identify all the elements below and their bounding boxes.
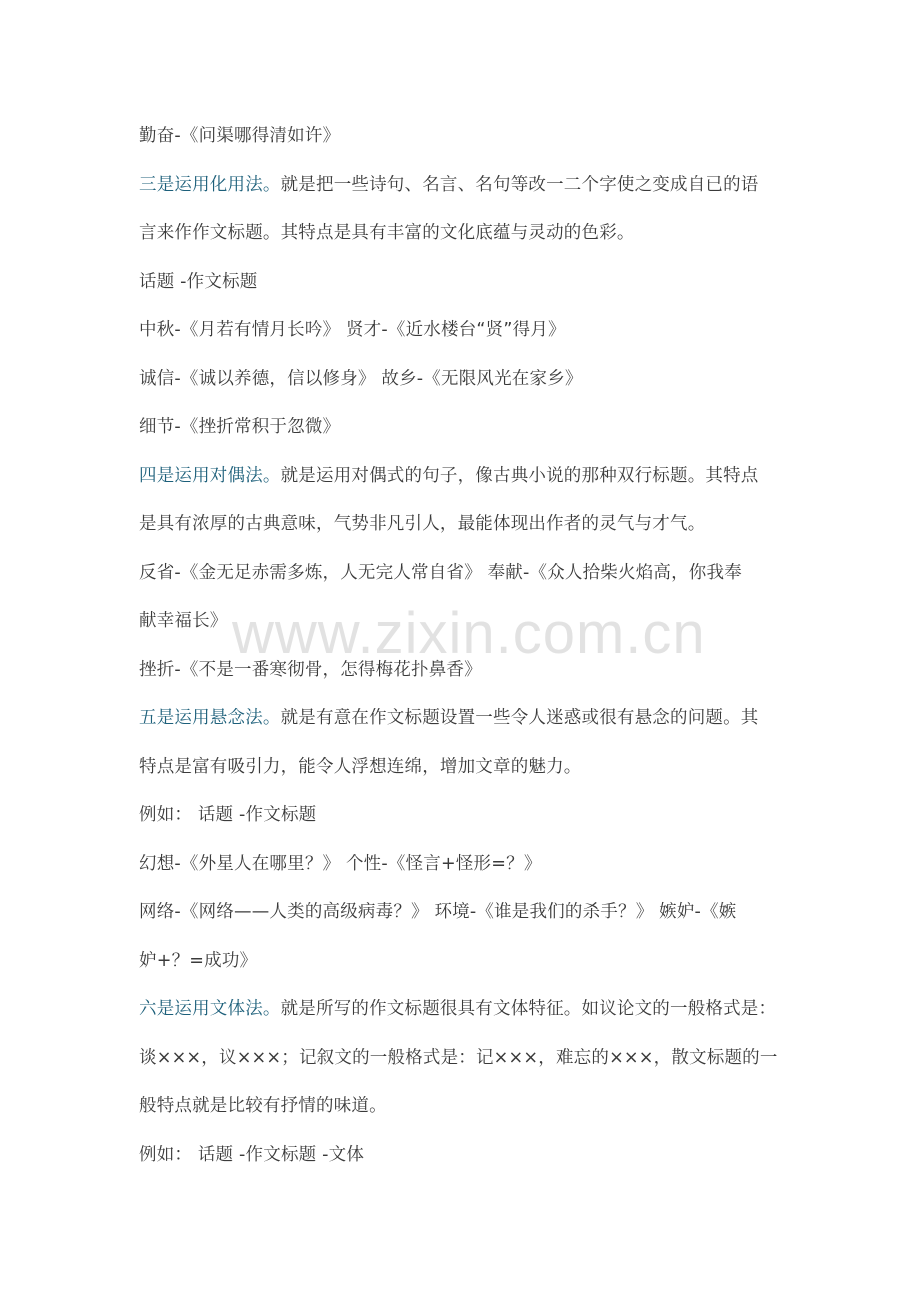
text-line xyxy=(139,161,789,210)
text-line xyxy=(139,258,789,307)
text-line xyxy=(139,743,789,792)
line-text: 就是所写的作文标题很具有文体特征。如议论文的一般格式是： xyxy=(280,999,777,1019)
text-line xyxy=(139,694,789,743)
line-text: 献幸福长》 xyxy=(139,611,228,631)
section-heading: 五是运用悬念法。 xyxy=(139,708,281,728)
line-text: 网络-《网络——人类的高级病毒？》 环境-《谁是我们的杀手？》 嫉妒-《嫉 xyxy=(139,902,737,922)
text-line xyxy=(139,888,789,937)
text-line xyxy=(139,597,789,646)
text-line xyxy=(139,1082,789,1131)
line-text: 例如： 话题 -作文标题 -文体 xyxy=(139,1144,365,1165)
section-heading: 六是运用文体法。 xyxy=(139,999,281,1019)
section-heading: 三是运用化用法。 xyxy=(139,174,281,195)
text-line xyxy=(139,646,789,695)
text-line xyxy=(139,791,789,840)
text-line xyxy=(139,985,789,1034)
line-text: 反省-《金无足赤需多炼，人无完人常自省》 奉献-《众人拾柴火焰高，你我奉 xyxy=(139,562,742,583)
text-line xyxy=(139,1131,789,1180)
text-line xyxy=(139,1034,789,1083)
line-text: 例如： 话题 -作文标题 xyxy=(139,805,317,825)
line-text: 就是有意在作文标题设置一些令人迷惑或很有悬念的问题。其 xyxy=(280,708,759,728)
text-line xyxy=(139,549,789,598)
section-heading: 四是运用对偶法。 xyxy=(139,465,281,486)
text-line xyxy=(139,403,789,452)
line-text: 就是运用对偶式的句子，像古典小说的那种双行标题。其特点 xyxy=(280,465,759,486)
line-text: 是具有浓厚的古典意味，气势非凡引人，最能体现出作者的灵气与才气。 xyxy=(139,514,706,534)
line-text: 中秋-《月若有情月长吟》 贤才-《近水楼台“贤”得月》 xyxy=(139,320,566,340)
line-text: 勤奋-《问渠哪得清如许》 xyxy=(139,126,341,146)
text-line xyxy=(139,452,789,501)
line-text: 幻想-《外星人在哪里？》 个性-《怪言+怪形=？》 xyxy=(139,853,542,874)
text-line xyxy=(139,937,789,986)
text-line xyxy=(139,112,789,161)
line-text: 挫折-《不是一番寒彻骨，怎得梅花扑鼻香》 xyxy=(139,659,482,680)
line-text: 诚信-《诚以养德，信以修身》 故乡-《无限风光在家乡》 xyxy=(139,368,583,389)
line-text: 细节-《挫折常积于忽微》 xyxy=(139,417,341,437)
watermark: www.zixin.com.cn xyxy=(232,601,706,666)
text-line xyxy=(139,500,789,549)
line-text: 话题 -作文标题 xyxy=(139,271,258,292)
text-line xyxy=(139,209,789,258)
document-body xyxy=(139,112,789,1179)
line-text: 就是把一些诗句、名言、名句等改一二个字使之变成自已的语 xyxy=(280,174,759,195)
line-text: 妒+？=成功》 xyxy=(139,950,258,971)
line-text: 言来作作文标题。其特点是具有丰富的文化底蕴与灵动的色彩。 xyxy=(139,223,635,243)
text-line xyxy=(139,355,789,404)
line-text: 谈×××，议×××；记叙文的一般格式是：记×××，难忘的×××，散文标题的一 xyxy=(139,1047,778,1068)
line-text: 特点是富有吸引力，能令人浮想连绵，增加文章的魅力。 xyxy=(139,756,582,777)
text-line xyxy=(139,306,789,355)
line-text: 般特点就是比较有抒情的味道。 xyxy=(139,1096,387,1116)
text-line xyxy=(139,840,789,889)
